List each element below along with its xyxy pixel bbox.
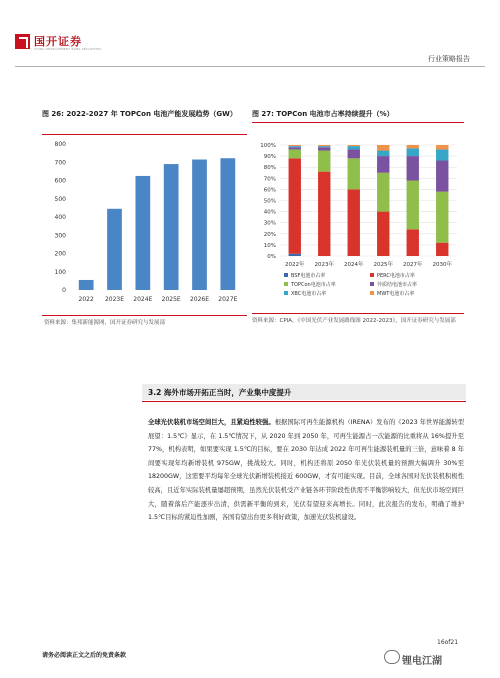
segment-2023年 [318, 147, 330, 150]
segment-2025年 [377, 151, 389, 157]
segment-2025年 [377, 212, 389, 256]
figure-27-underline [252, 122, 464, 123]
x-tick-label: 2027年 [403, 262, 423, 268]
segment-2027年 [407, 156, 419, 180]
y-tick-label: 70% [263, 176, 276, 183]
segment-2024年 [348, 189, 360, 256]
y-tick-label: 40% [263, 209, 276, 216]
figure-26-source: 资料来源：集邦新能源网，国开证券研究与发展部 [44, 320, 166, 326]
y-tick-label: 500 [54, 195, 66, 203]
legend-swatch [370, 273, 374, 277]
legend-label: MWT电池市占率 [377, 291, 415, 297]
legend-swatch [370, 291, 374, 295]
segment-2023年 [318, 151, 330, 172]
figure-26-title: 图 26: 2022-2027 年 TOPCon 电池产能发展趋势（GW） [42, 110, 237, 118]
segment-2027年 [407, 229, 419, 256]
segment-2025年 [377, 145, 389, 151]
bar-2026E [192, 160, 207, 290]
segment-2022年 [289, 147, 301, 149]
bar-2027E [220, 158, 235, 290]
segment-2030年 [436, 161, 448, 192]
x-tick-label: 2024E [133, 296, 153, 303]
segment-2022年 [289, 145, 301, 146]
body-text: 根据国际可再生能源机构（IRENA）发布的《2023 年世界能源转型展望：1.5℃》显示，在 1.5℃情况下，从 2020 年到 2050 年，可再生能源占一次能源的比重将从 16%提升至 77%，机构表明，如果要实现 1.5℃的目标，要在 2030 年达成 2022 年可再生能源装机量的三倍，意味着 8 年间要实现年均新增装机 975GW，挑战较大。同时，机构还将原 2050 年光伏装机量的预测大幅调升 30%至 18200GW，这需要平均每年全球光伏新增装机接近 600GW，才有可能实现。目前，全球各国对光伏装机积极性较高，且近年实际装机量屡超预期，虽然光伏装机受产业链各环节阶段性供需不平衡影响较大，但光伏市场空间巨大，随着落后产能逐步出清，供需新平衡的到来，光伏有望迎来高增长。同时，此次报告的发布，明确了维护 1.5℃目标的紧迫性加剧，各国有望出台更多利好政策，加速光伏装机建设。 [148, 419, 464, 522]
segment-2030年 [436, 145, 448, 149]
x-tick-label: 2030年 [432, 262, 452, 268]
bar-2025E [164, 164, 179, 290]
y-tick-label: 300 [54, 232, 66, 240]
legend-label: BSF电池市占率 [291, 273, 326, 279]
document-type: 行业策略报告 [428, 55, 470, 63]
segment-2025年 [377, 156, 389, 173]
figure-27-title: 图 27: TOPCon 电池市占率持续提升（%） [252, 110, 394, 118]
x-tick-label: 2023E [104, 296, 125, 303]
body-paragraph [148, 416, 464, 525]
y-tick-label: 600 [54, 177, 66, 185]
legend-swatch [284, 282, 288, 286]
segment-2027年 [407, 181, 419, 230]
segment-2022年 [289, 149, 301, 158]
segment-2024年 [348, 149, 360, 158]
figure-27-source: 资料来源：CPIA，《中国光伏产业发展路线图 2022-2023》，国开证券研究与发展部 [252, 318, 456, 324]
y-tick-label: 30% [263, 220, 276, 227]
segment-2023年 [318, 146, 330, 147]
figure-27-chart [252, 138, 467, 310]
brand-name: 国开证券 [34, 35, 82, 48]
x-tick-label: 2026E [189, 296, 210, 303]
legend-label: PERC电池市占率 [377, 273, 415, 279]
y-tick-label: 800 [54, 141, 66, 148]
segment-2027年 [407, 145, 419, 148]
y-tick-label: 60% [263, 187, 276, 194]
section-divider [142, 401, 466, 402]
y-tick-label: 90% [263, 154, 276, 161]
bar-2023E [107, 209, 122, 290]
x-tick-label: 2025E [161, 296, 181, 303]
x-tick-label: 2022年 [285, 262, 305, 268]
segment-2024年 [348, 158, 360, 189]
segment-2022年 [289, 146, 301, 147]
brand-subtitle: CHINA DEVELOPMENT BANK SECURITIES [34, 47, 102, 51]
x-tick-label: 2023年 [314, 262, 334, 268]
y-tick-label: 100% [260, 143, 276, 149]
watermark-text: 锂电江湖 [402, 656, 442, 667]
y-tick-label: 100 [54, 268, 66, 276]
y-tick-label: 10% [263, 242, 276, 249]
y-tick-label: 200 [54, 250, 66, 258]
segment-2024年 [348, 145, 360, 146]
segment-2030年 [436, 149, 448, 160]
segment-2025年 [377, 173, 389, 212]
y-tick-label: 20% [263, 231, 276, 238]
figure-26-bottom-rule [42, 315, 247, 316]
x-tick-label: 2027E [218, 296, 238, 303]
page-number: 16of21 [437, 639, 459, 646]
y-tick-label: 400 [54, 214, 66, 221]
disclaimer-note: 请务必阅读正文之后的免责条款 [42, 652, 127, 659]
brand-logo-icon [15, 34, 30, 49]
segment-2027年 [407, 148, 419, 156]
y-tick-label: 700 [54, 159, 66, 167]
y-tick-label: 80% [263, 165, 276, 172]
x-tick-label: 2025年 [373, 262, 393, 268]
legend-label: TOPCon电池市占率 [291, 282, 336, 288]
legend-label: XBC电池市占率 [291, 291, 327, 297]
segment-2024年 [348, 146, 360, 149]
header-divider [15, 66, 485, 67]
x-tick-label: 2024年 [344, 262, 364, 268]
y-tick-label: 50% [263, 198, 276, 205]
body-lead-sentence: 全球光伏装机市场空间巨大，且紧迫性较强。 [148, 419, 275, 426]
segment-2022年 [289, 158, 301, 253]
legend-label: 异质结电池市占率 [377, 282, 418, 288]
segment-2023年 [318, 145, 330, 146]
bar-2024E [135, 176, 150, 290]
segment-2030年 [436, 243, 448, 256]
segment-2030年 [436, 192, 448, 243]
legend-swatch [284, 273, 288, 277]
wechat-icon [384, 650, 400, 664]
legend-swatch [370, 282, 374, 286]
segment-2023年 [318, 172, 330, 256]
figure-26-chart [42, 138, 247, 308]
legend-swatch [284, 291, 288, 295]
figure-27-bottom-rule [252, 313, 464, 314]
y-tick-label: 0 [62, 287, 66, 294]
section-title: 3.2 海外市场开拓正当时，产业集中度提升 [148, 388, 292, 397]
bar-2022 [79, 280, 94, 290]
segment-2022年 [289, 254, 301, 256]
x-tick-label: 2022 [78, 296, 94, 303]
y-tick-label: 0% [267, 254, 276, 260]
figure-26-underline [42, 134, 247, 135]
